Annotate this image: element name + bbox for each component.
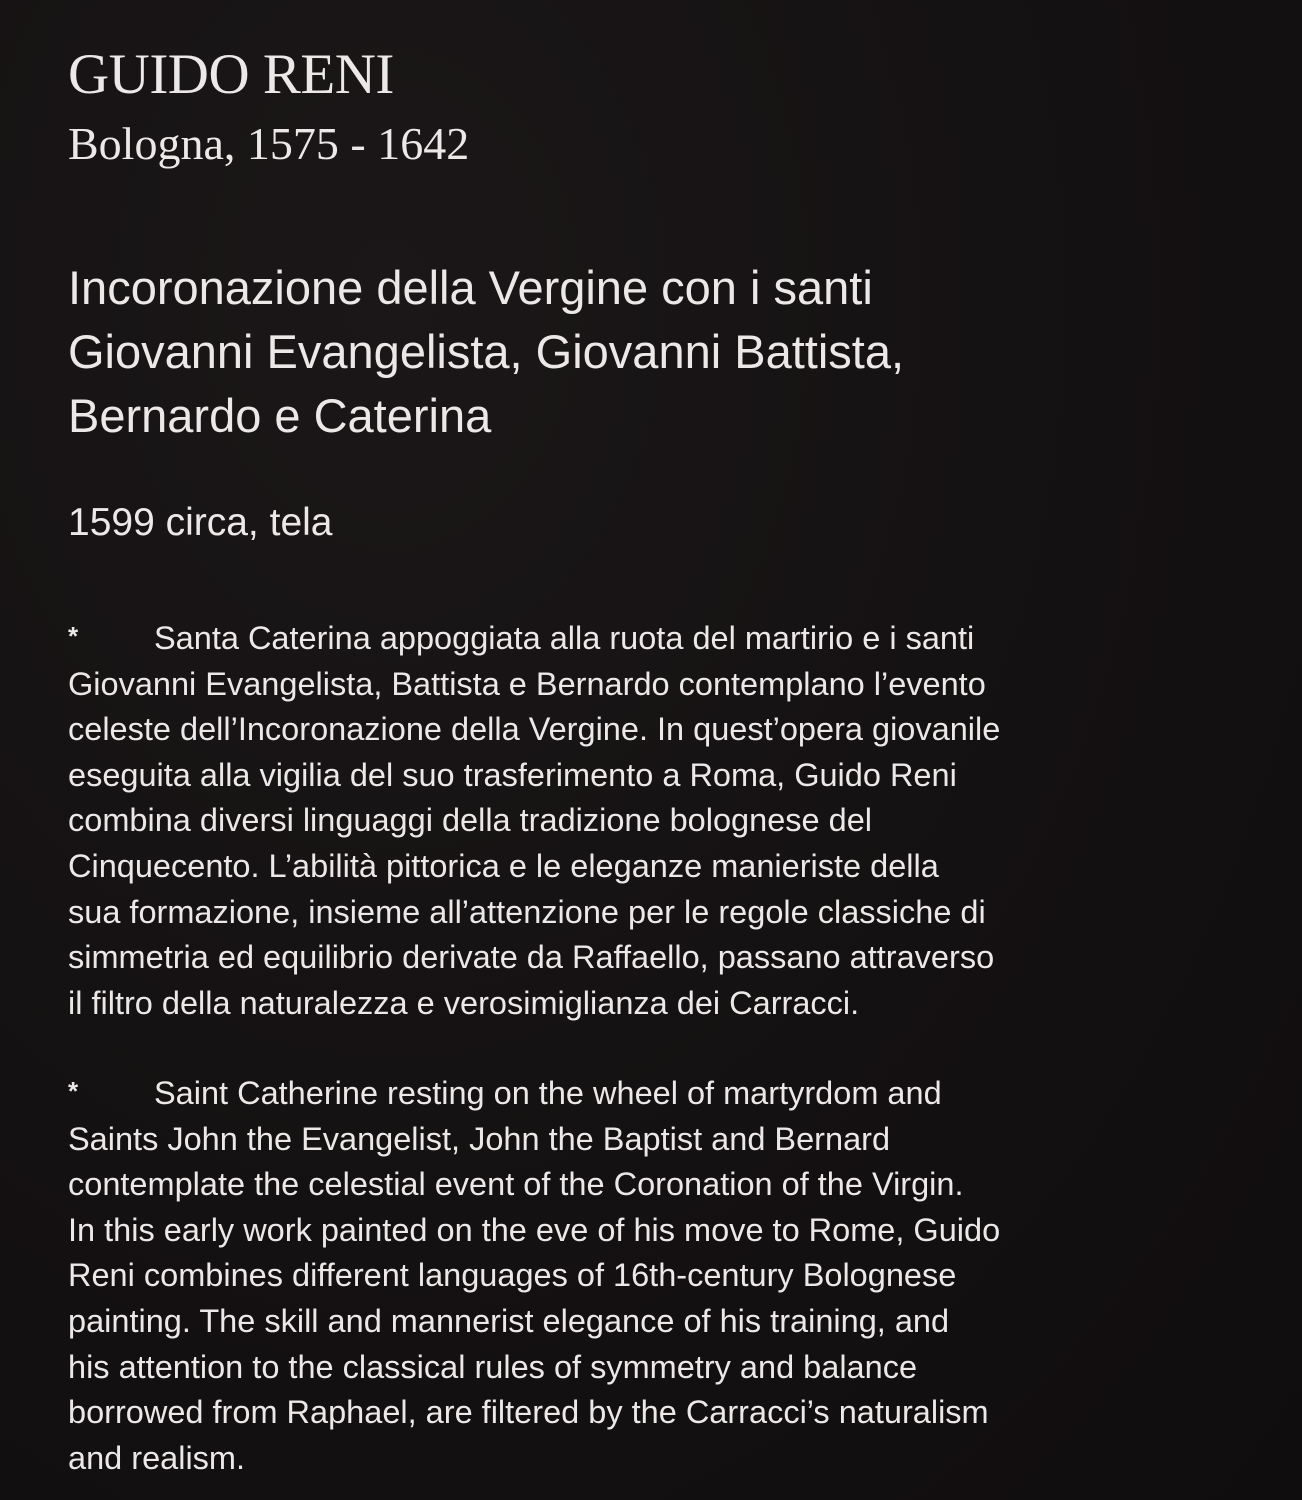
description-line: celeste dell’Incoronazione della Vergine. In quest’opera giovanile — [68, 711, 1001, 748]
description-line: eseguita alla vigilia del suo trasferimento a Roma, Guido Reni — [68, 756, 957, 793]
artwork-title — [68, 256, 904, 448]
description-line: Cinquecento. L’abilità pittorica e le eleganze manieriste della — [68, 847, 939, 884]
description-line: combina diversi linguaggi della tradizione bolognese del — [68, 802, 872, 839]
description-english — [68, 1069, 1000, 1481]
artwork-title-line: Bernardo e Caterina — [68, 389, 492, 442]
description-line: Saints John the Evangelist, John the Baptist and Bernard — [68, 1120, 891, 1157]
description-line: painting. The skill and mannerist elegance of his training, and — [68, 1302, 950, 1339]
artwork-title-line: Giovanni Evangelista, Giovanni Battista, — [68, 325, 905, 378]
artist-birthplace-dates: Bologna, 1575 - 1642 — [68, 118, 470, 169]
artwork-title-line: Incoronazione della Vergine con i santi — [68, 261, 873, 314]
description-line-text: Santa Caterina appoggiata alla ruota del martirio e i santi — [154, 620, 975, 656]
description-italian — [68, 614, 1000, 1026]
artwork-date-medium: 1599 circa, tela — [68, 501, 333, 544]
artist-name: GUIDO RENI — [68, 43, 394, 106]
description-line: simmetria ed equilibrio derivate da Raffaello, passano attraverso — [68, 939, 995, 976]
description-line: borrowed from Raphael, are filtered by the Carracci’s naturalism — [68, 1394, 989, 1431]
description-line: and realism. — [68, 1439, 246, 1476]
description-line: In this early work painted on the eve of his move to Rome, Guido — [68, 1211, 1001, 1248]
description-line: Reni combines different languages of 16th-century Bolognese — [68, 1257, 957, 1294]
description-line — [68, 1069, 1000, 1117]
description-line: il filtro della naturalezza e verosimiglianza dei Carracci. — [68, 984, 860, 1021]
description-line: his attention to the classical rules of symmetry and balance — [68, 1348, 918, 1385]
description-line-text: Saint Catherine resting on the wheel of martyrdom and — [154, 1075, 942, 1111]
description-line: contemplate the celestial event of the Coronation of the Virgin. — [68, 1166, 964, 1203]
description-line: sua formazione, insieme all’attenzione per le regole classiche di — [68, 893, 986, 930]
description-line — [68, 614, 1000, 662]
description-line: Giovanni Evangelista, Battista e Bernardo contemplano l’evento — [68, 665, 986, 702]
asterisk-bullet-icon: * — [68, 1076, 79, 1106]
asterisk-bullet-icon: * — [68, 621, 79, 651]
